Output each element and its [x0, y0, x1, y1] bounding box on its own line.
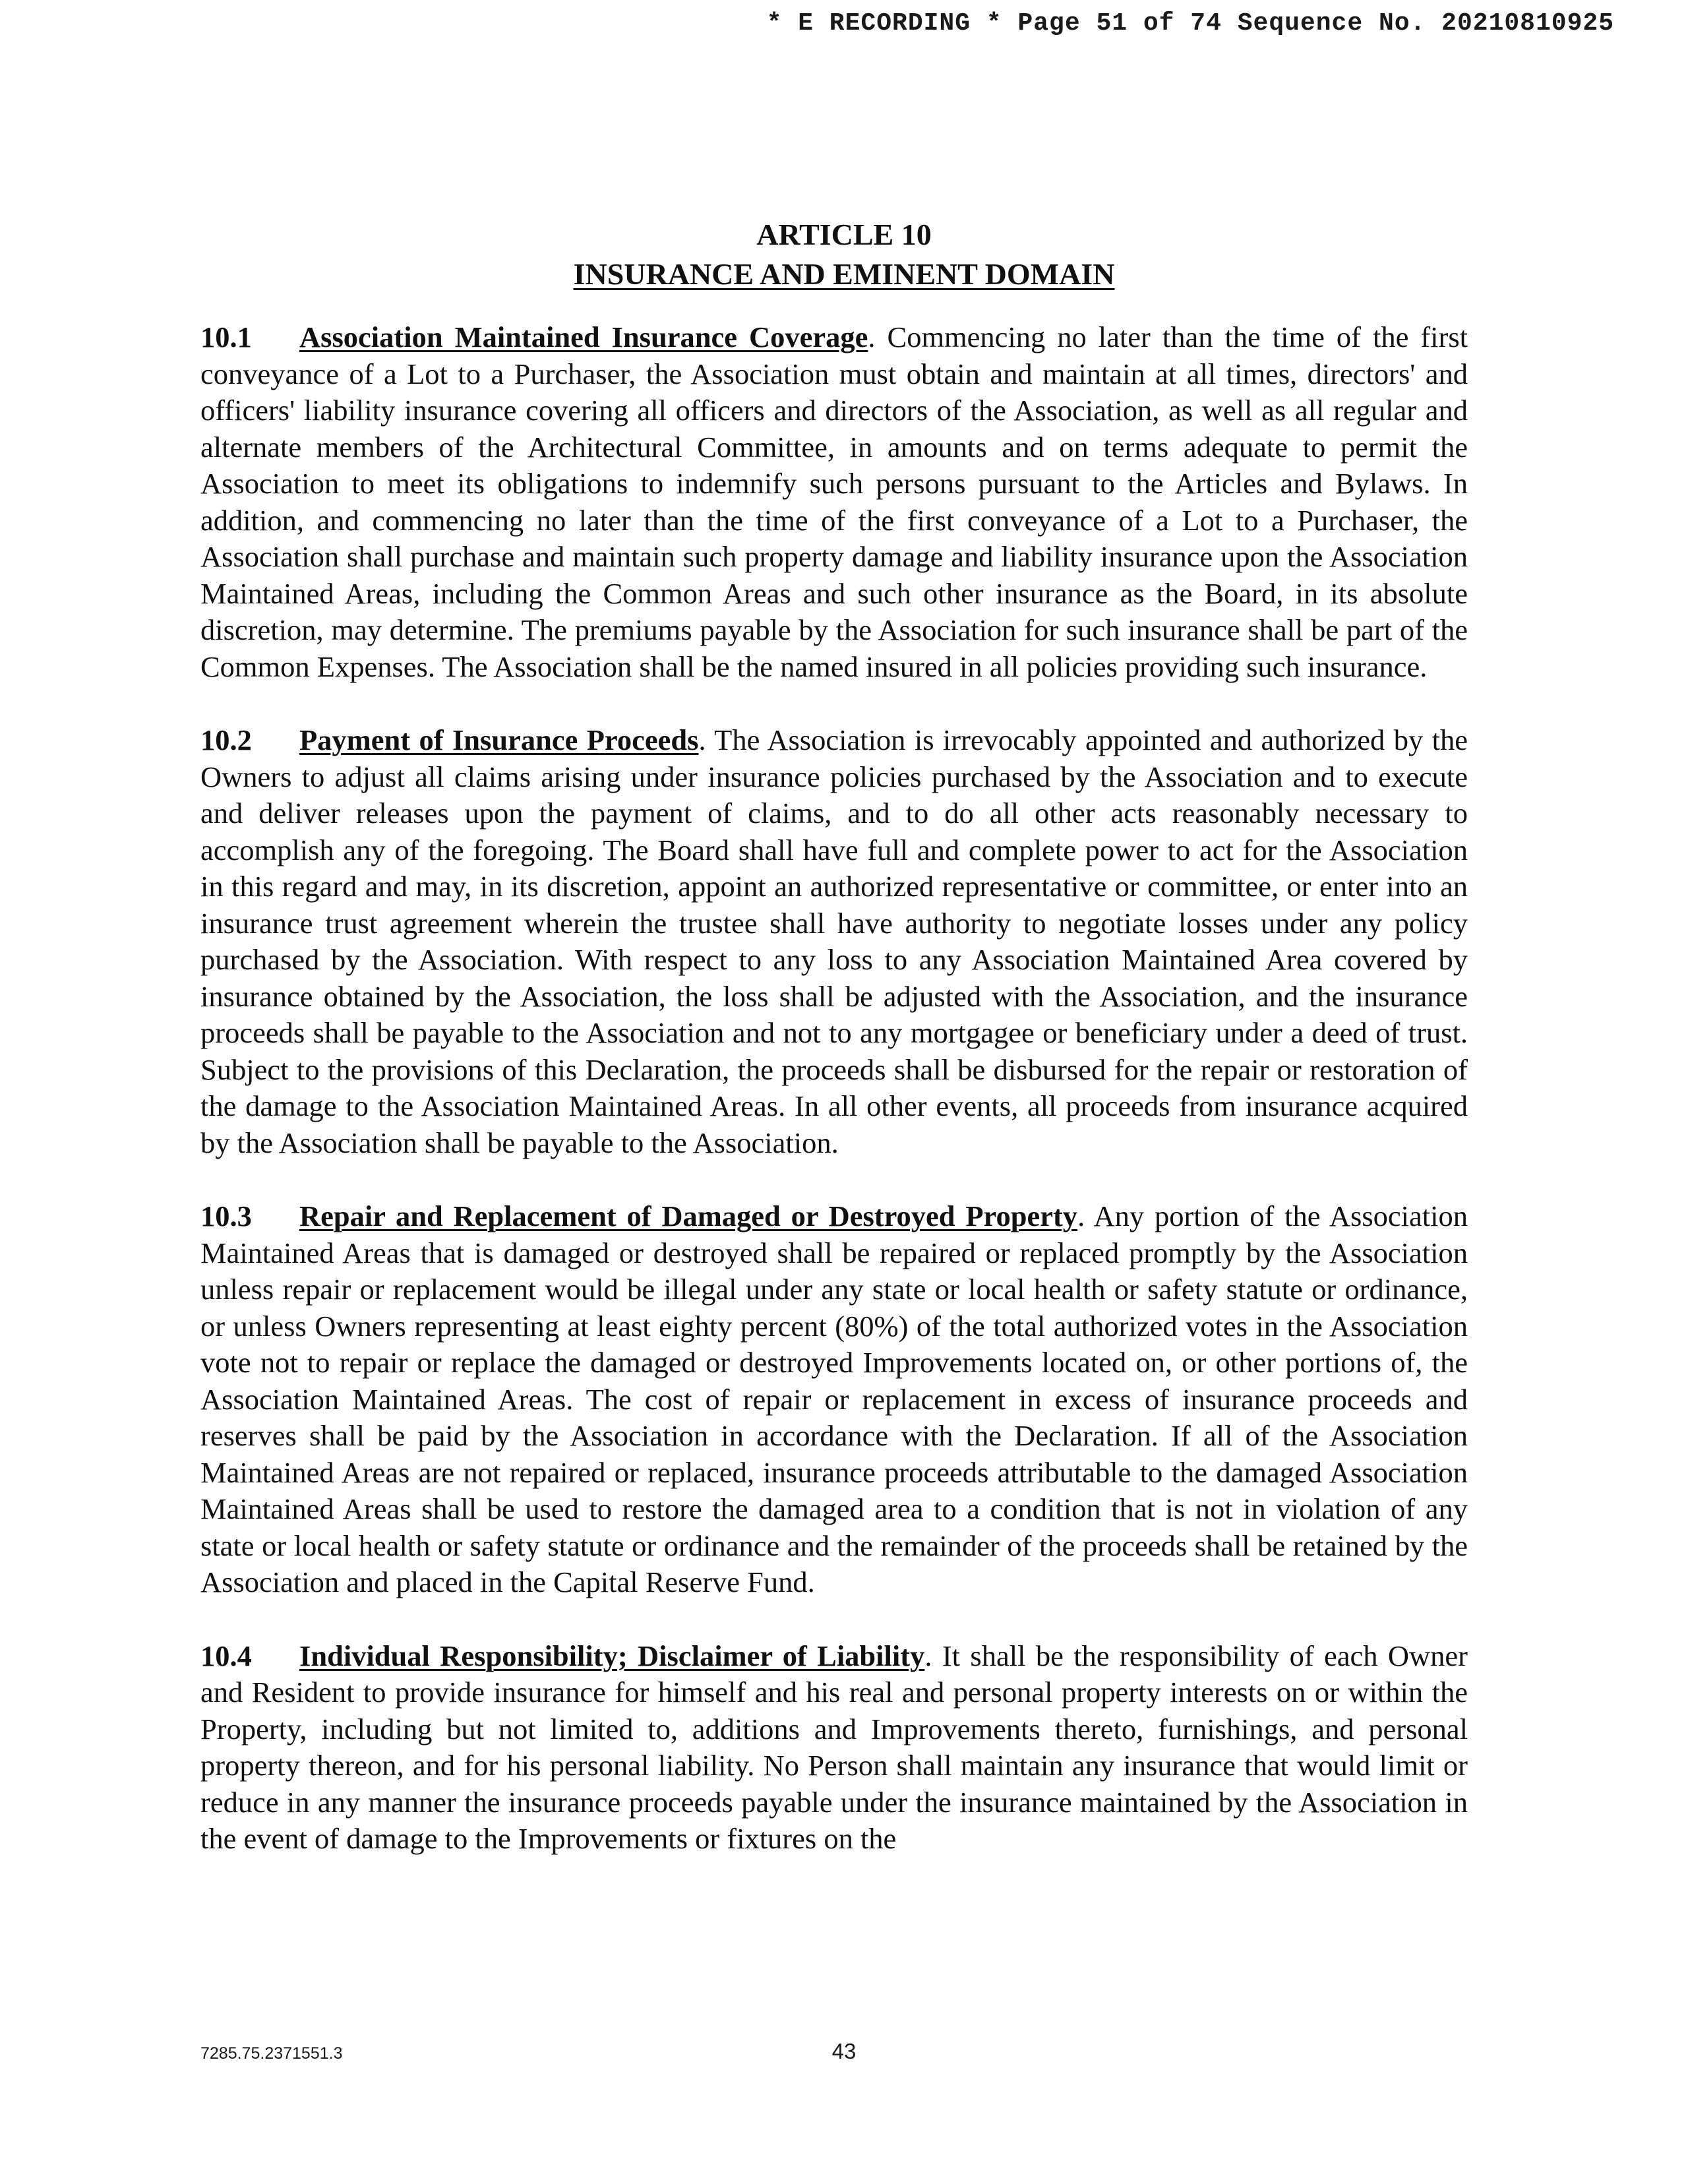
- section-title: Individual Responsibility; Disclaimer of Liability: [299, 1639, 925, 1672]
- article-title: INSURANCE AND EMINENT DOMAIN: [573, 257, 1115, 291]
- section-10-2: [200, 722, 1468, 1161]
- footer-page-number: 43: [831, 2039, 857, 2063]
- section-10-4: [200, 1638, 1468, 1858]
- section-body: . Any portion of the Association Maintained Areas that is damaged or destroyed shall be repaired or replaced promptly by the Association unless repair or replacement would be illegal under any state or local health or safety statute or ordinance, or unless Owners representing at least eighty percent (80%) of the total authorized votes in the Association vote not to repair or replace the damaged or destroyed Improvements located on, or other portions of, the Association Maintained Areas. The cost of repair or replacement in excess of insurance proceeds and reserves shall be paid by the Association in accordance with the Declaration. If all of the Association Maintained Areas are not repaired or replaced, insurance proceeds attributable to the damaged Association Maintained Areas shall be used to restore the damaged area to a condition that is not in violation of any state or local health or safety statute or ordinance and the remainder of the proceeds shall be retained by the Association and placed in the Capital Reserve Fund.: [200, 1199, 1468, 1598]
- section-title: Repair and Replacement of Damaged or Destroyed Property: [299, 1199, 1078, 1232]
- section-title: Association Maintained Insurance Coverage: [299, 320, 868, 353]
- section-number: 10.1: [200, 320, 252, 353]
- article-number: ARTICLE 10: [756, 218, 932, 251]
- section-title: Payment of Insurance Proceeds: [299, 723, 699, 756]
- section-10-3: [200, 1198, 1468, 1601]
- footer-document-id: 7285.75.2371551.3: [200, 2044, 343, 2063]
- section-body: . Commencing no later than the time of the first conveyance of a Lot to a Purchaser, the Association must obtain and maintain at all times, directors' and officers' liability insurance covering all officers and directors of the Association, as well as all regular and alternate members of the Architectural Committee, in amounts and on terms adequate to permit the Association to meet its obligations to indemnify such persons pursuant to the Articles and Bylaws. In addition, and commencing no later than the time of the first conveyance of a Lot to a Purchaser, the Association shall purchase and maintain such property damage and liability insurance upon the Association Maintained Areas, including the Common Areas and such other insurance as the Board, in its absolute discretion, may determine. The premiums payable by the Association for such insurance shall be part of the Common Expenses. The Association shall be the named insured in all policies providing such insurance.: [200, 320, 1468, 683]
- document-body: [200, 319, 1468, 1895]
- section-body: . It shall be the responsibility of each Owner and Resident to provide insurance for himself and his real and personal property interests on or within the Property, including but not limited to, additions and Improvements thereto, furnishings, and personal property thereon, and for his personal liability. No Person shall maintain any insurance that would limit or reduce in any manner the insurance proceeds payable under the insurance maintained by the Association in the event of damage to the Improvements or fixtures on the: [200, 1639, 1468, 1855]
- recording-stamp: * E RECORDING * Page 51 of 74 Sequence No. 20210810925: [766, 9, 1614, 38]
- section-number: 10.4: [200, 1639, 252, 1672]
- section-number: 10.3: [200, 1199, 252, 1232]
- article-heading: [0, 215, 1688, 294]
- section-number: 10.2: [200, 723, 252, 756]
- section-10-1: [200, 319, 1468, 685]
- section-body: . The Association is irrevocably appointed and authorized by the Owners to adjust all claims arising under insurance policies purchased by the Association and to execute and deliver releases upon the payment of claims, and to do all other acts reasonably necessary to accomplish any of the foregoing. The Board shall have full and complete power to act for the Association in this regard and may, in its discretion, appoint an authorized representative or committee, or enter into an insurance trust agreement wherein the trustee shall have authority to negotiate losses under any policy purchased by the Association. With respect to any loss to any Association Maintained Area covered by insurance obtained by the Association, the loss shall be adjusted with the Association, and the insurance proceeds shall be payable to the Association and not to any mortgagee or beneficiary under a deed of trust. Subject to the provisions of this Declaration, the proceeds shall be disbursed for the repair or restoration of the damage to the Association Maintained Areas. In all other events, all proceeds from insurance acquired by the Association shall be payable to the Association.: [200, 723, 1468, 1159]
